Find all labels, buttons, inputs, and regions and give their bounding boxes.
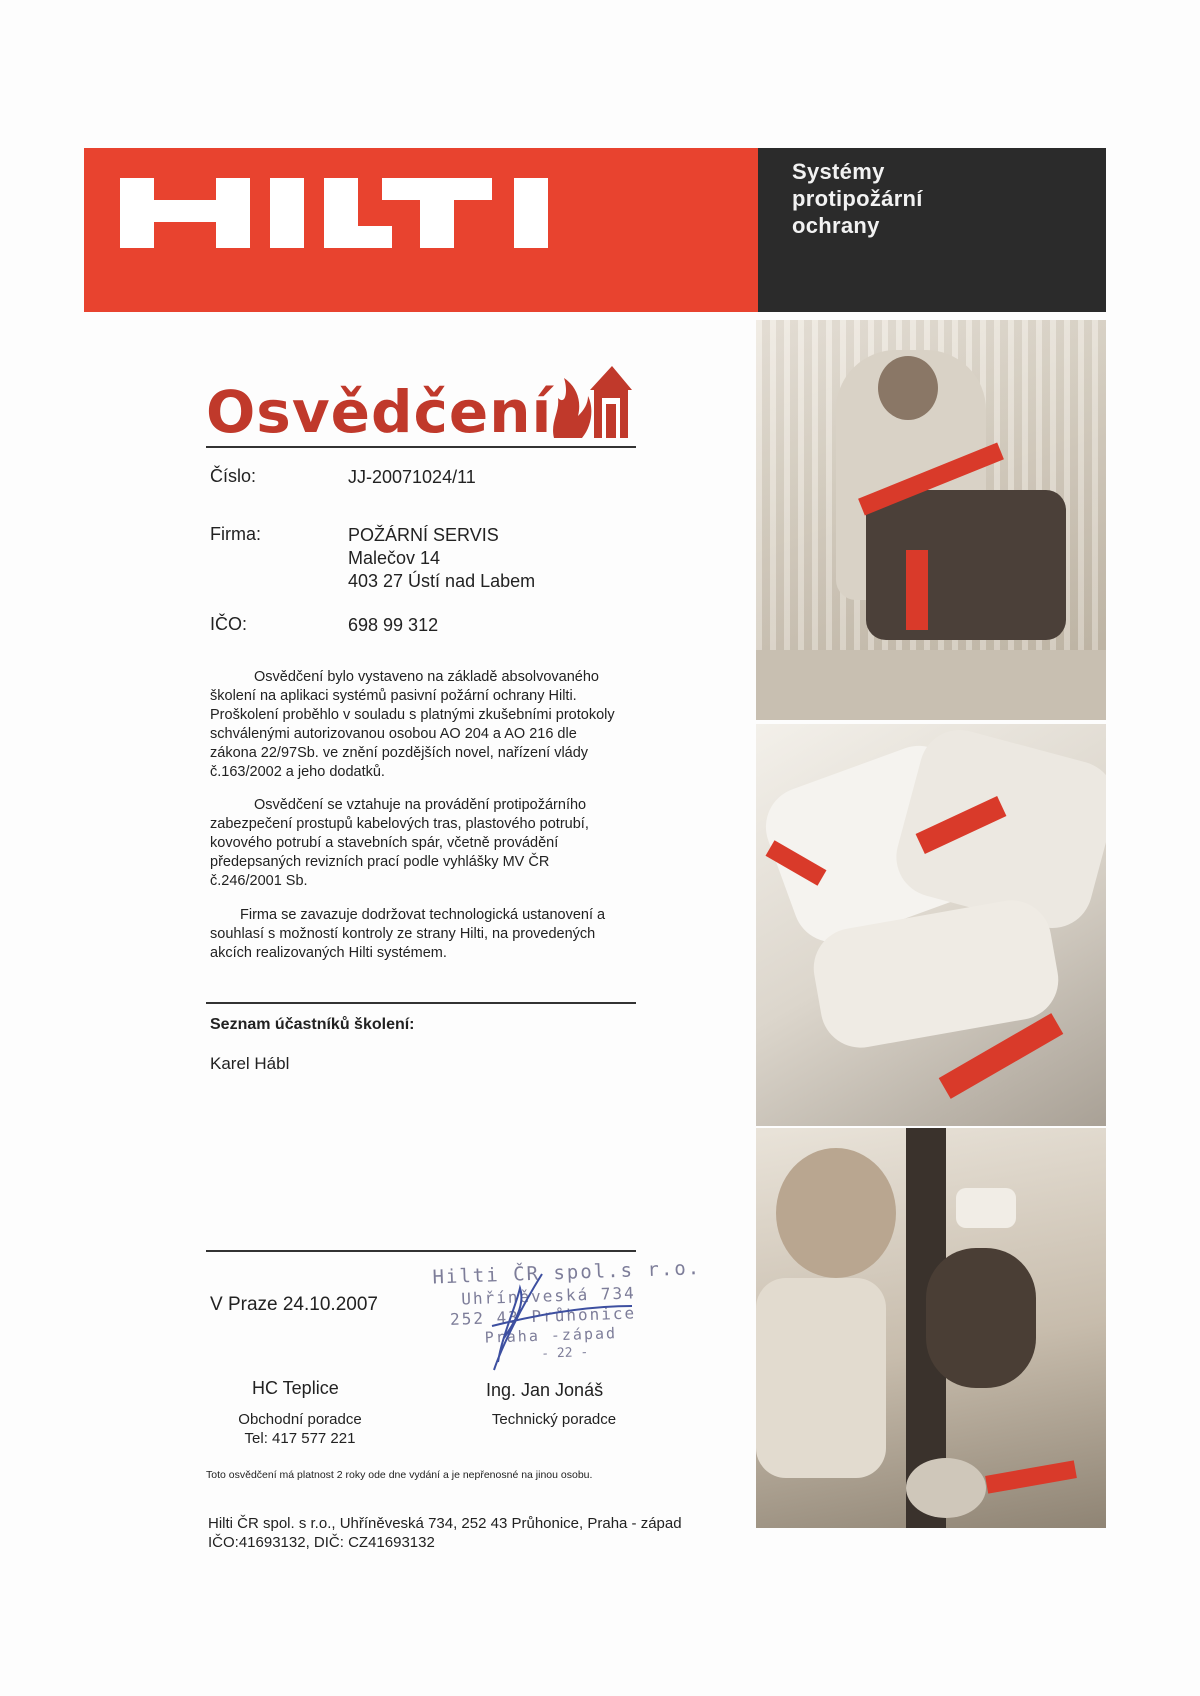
paragraph-line: č.163/2002 a jeho dodatků.	[210, 764, 385, 780]
paragraph-line: Proškolení proběhlo v souladu s platnými zkušebními protokoly	[210, 707, 615, 723]
paragraph-line: zákona 22/97Sb. ve znění pozdějších novel, nařízení vlády	[210, 745, 589, 761]
tagline-line-2: protipožární	[792, 186, 923, 211]
paragraph-line: předepsaných revizních prací podle vyhlášky MV ČR	[210, 854, 550, 870]
paragraph-line: školení na aplikaci systémů pasivní požární ochrany Hilti.	[210, 688, 577, 704]
stamp-line-4: Praha -západ	[484, 1324, 618, 1347]
firma-value	[348, 524, 535, 593]
company-footer	[208, 1514, 682, 1552]
validity-note: Toto osvědčení má platnost 2 roky ode dne vydání a je nepřenosné na jinou osobu.	[206, 1469, 593, 1481]
firma-line-1: POŽÁRNÍ SERVIS	[348, 525, 499, 545]
paragraph-line: souhlasí s možností kontroly ze strany Hilti, na provedených	[210, 926, 596, 942]
ico-label: IČO:	[210, 614, 248, 634]
participants-divider	[206, 1002, 636, 1004]
stamp-line-2: Uhříněveská 734	[460, 1283, 637, 1309]
firma-line-2: Malečov 14	[348, 548, 441, 568]
paragraph-scope	[210, 796, 644, 891]
photo-fire-pillows	[756, 724, 1106, 1126]
title-divider	[206, 446, 636, 448]
paragraph-commitment	[210, 906, 644, 963]
signatory-2-role: Technický poradce	[491, 1411, 617, 1428]
paragraph-line: Firma se zavazuje dodržovat technologická ustanovení a	[240, 907, 606, 923]
stamp-line-1: Hilti ČR spol.s r.o.	[432, 1257, 702, 1289]
signatory-1-role: Obchodní poradce	[238, 1411, 362, 1428]
stamp-line-5: - 22 -	[541, 1345, 589, 1362]
signatory-1-name: HC Teplice	[252, 1378, 339, 1398]
firma-label: Firma:	[210, 524, 261, 544]
paragraph-line: zabezpečení prostupů kabelových tras, plastového potrubí,	[210, 816, 589, 832]
signatory-2-name: Ing. Jan Jonáš	[486, 1380, 604, 1400]
signature-scribble	[432, 1266, 672, 1376]
header-brand-bar	[84, 148, 758, 312]
header-tagline-box	[758, 148, 1106, 312]
stamp-line-3: 252 43 Průhonice	[449, 1303, 637, 1329]
signatory-1-details	[220, 1410, 380, 1448]
paragraph-line: kovového potrubí a stavebních spár, včetně provádění	[210, 835, 559, 851]
firma-line-3: 403 27 Ústí nad Labem	[348, 571, 536, 591]
paragraph-line: Osvědčení se vztahuje na provádění protipožárního	[254, 797, 587, 813]
signatory-1-phone: Tel: 417 577 221	[244, 1430, 356, 1447]
footer-ids: IČO:41693132, DIČ: CZ41693132	[208, 1534, 435, 1551]
footer-address: Hilti ČR spol. s r.o., Uhříněveská 734, 252 43 Průhonice, Praha - západ	[208, 1515, 682, 1532]
paragraph-line: Osvědčení bylo vystaveno na základě absolvovaného	[254, 669, 599, 685]
paragraph-line: schválenými autorizovanou osobou AO 204 a AO 216 dle	[210, 726, 577, 742]
photo-worker-pipe-collar	[756, 1128, 1106, 1528]
tagline-line-1: Systémy	[792, 159, 885, 184]
certificate-title: Osvědčení	[206, 378, 553, 446]
participants-label: Seznam účastníků školení:	[210, 1016, 415, 1033]
paragraph-line: akcích realizovaných Hilti systémem.	[210, 945, 447, 961]
cislo-value: JJ-20071024/11	[348, 467, 476, 487]
photo-worker-applying-sealant	[756, 320, 1106, 720]
participant-name: Karel Hábl	[210, 1054, 290, 1073]
hilti-logo	[120, 172, 580, 254]
place-date: V Praze 24.10.2007	[210, 1294, 378, 1315]
signature-divider	[206, 1250, 636, 1252]
paragraph-issuance	[210, 668, 644, 782]
tagline-line-3: ochrany	[792, 213, 880, 238]
paragraph-line: č.246/2001 Sb.	[210, 873, 308, 889]
fire-house-icon	[548, 360, 634, 440]
ico-value: 698 99 312	[348, 615, 439, 635]
cislo-label: Číslo:	[210, 466, 257, 486]
